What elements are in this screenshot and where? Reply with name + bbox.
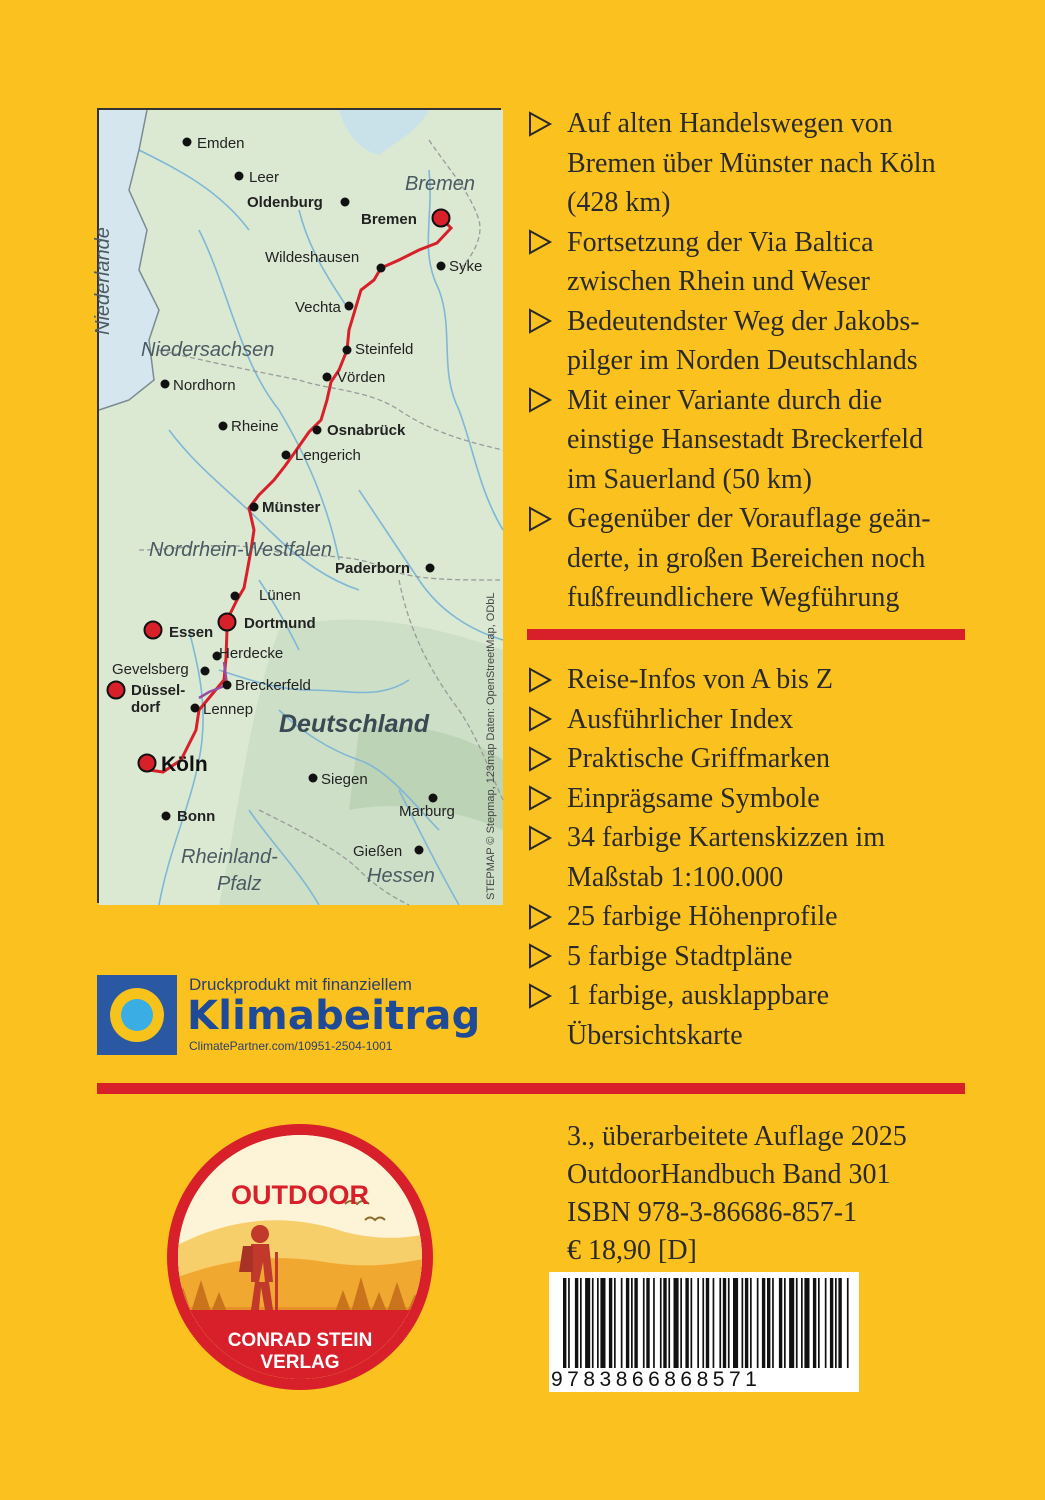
label-nrw: Nordrhein-Westfalen [149,539,333,561]
label-niederlande: Niederlande [92,227,114,335]
label-oldenburg: Oldenburg [247,194,323,211]
label-niedersachsen: Niedersachsen [141,339,275,361]
barcode-bar [772,1278,774,1372]
barcode-bar [660,1278,662,1372]
label-duesseldorf-2: dorf [131,699,161,716]
label-osnabrueck: Osnabrück [327,422,406,439]
barcode-bar [631,1278,633,1372]
label-syke: Syke [449,258,483,275]
badge-outdoor-label: OUTDOOR [231,1180,369,1210]
barcode-bar [702,1278,704,1378]
label-deutschland: Deutschland [279,710,430,738]
contents-text: 34 farbige Kartenskizzen im Maßstab 1:100.000 [567,822,885,893]
contents-text: Praktische Griffmarken [567,743,831,774]
barcode-bar [563,1278,566,1378]
label-hessen: Hessen [367,865,435,887]
triangle-bullet-icon [527,700,567,740]
barcode-bar [830,1278,833,1372]
triangle-bullet-icon [527,660,567,700]
label-emden: Emden [197,135,245,152]
barcode-bar [674,1278,679,1372]
barcode-bar [663,1278,666,1372]
divider-red-2 [97,1083,965,1094]
barcode-bar [789,1278,794,1372]
feature-list [527,104,977,618]
badge-publisher-1: CONRAD STEIN [227,1330,373,1351]
triangle-bullet-icon [527,937,567,977]
barcode-bar [835,1278,837,1372]
barcode-bar [685,1278,688,1372]
barcode-bar [568,1278,570,1378]
contents-text: 25 farbige Höhenprofile [567,901,838,932]
label-vechta: Vechta [295,299,341,316]
barcode-bar [609,1278,612,1372]
triangle-bullet-icon [527,223,567,263]
label-bremen: Bremen [361,211,417,228]
label-herdecke: Herdecke [219,645,284,662]
label-giessen: Gießen [353,843,403,860]
triangle-bullet-icon [527,897,567,937]
contents-item [527,779,977,819]
climate-logo-icon [97,975,177,1055]
label-duesseldorf-1: Düssel- [131,682,186,699]
barcode-bar [723,1278,726,1372]
label-dortmund: Dortmund [244,615,316,632]
barcode-bar [847,1278,849,1378]
label-paderborn: Paderborn [335,560,411,577]
contents-list [527,660,977,1055]
isbn-text: ISBN 978-3-86686-857-1 [567,1197,858,1228]
contents-text: Reise-Infos von A bis Z [567,664,833,695]
contents-item [527,700,977,740]
barcode-bar [585,1278,590,1372]
label-koeln: Köln [161,753,208,776]
barcode-bar [801,1278,803,1372]
barcode-bar [757,1278,759,1372]
barcode-bar [597,1278,599,1372]
label-rheine: Rheine [231,418,279,435]
barcode-bar [813,1278,816,1372]
barcode-bar [691,1278,693,1372]
feature-text: Mit einer Variante durch die einstige Hansestadt Breckerfeld im Sauerland (50 km) [567,384,924,495]
barcode-bar [706,1278,709,1378]
climate-tagline: Druckprodukt mit finanziellem [189,975,412,994]
contents-item [527,976,977,1055]
barcode-bar [825,1278,827,1372]
triangle-bullet-icon [527,779,567,819]
contents-item [527,818,977,897]
label-muenster: Münster [262,499,321,516]
feature-text: Fortsetzung der Via Baltica zwischen Rhein und Weser [567,226,874,297]
contents-item [527,660,977,700]
triangle-bullet-icon [527,104,567,144]
feature-item [527,104,977,223]
contents-text: 1 farbige, ausklappbare Übersichtskarte [567,980,829,1051]
barcode-bar [643,1278,645,1372]
feature-text: Auf alten Handelswegen von Bremen über Münster nach Köln (428 km) [567,108,936,218]
contents-item [527,897,977,937]
feature-item [527,381,977,500]
label-lennep: Lennep [203,701,254,718]
price-text: € 18,90 [D] [567,1235,697,1266]
barcode-bar [600,1278,605,1372]
route-map [92,108,501,903]
barcode-bar [784,1278,786,1372]
label-breckerfeld: Breckerfeld [235,677,311,694]
barcode-bar [697,1278,699,1372]
climate-partner-badge [97,975,507,1055]
triangle-bullet-icon [527,302,567,342]
barcode-bar [719,1278,721,1372]
contents-text: 5 farbige Stadtpläne [567,940,793,972]
barcode-bar [580,1278,582,1372]
book-info [567,1118,907,1270]
barcode-bar [713,1278,715,1372]
barcode-bar [653,1278,655,1372]
label-bonn: Bonn [177,808,216,825]
barcode-bar [796,1278,798,1372]
barcode-bar [779,1278,782,1372]
label-essen: Essen [169,624,214,641]
label-wildeshausen: Wildeshausen [265,249,360,266]
contents-item [527,937,977,977]
barcode-bar [733,1278,738,1372]
barcode-bars [549,1272,859,1372]
label-lengerich: Lengerich [295,447,361,464]
barcode-bar [668,1278,670,1372]
barcode-bar [818,1278,820,1372]
series-text: OutdoorHandbuch Band 301 [567,1159,891,1190]
label-gevelsberg: Gevelsberg [112,661,189,678]
barcode-bar [592,1278,594,1372]
barcode-bar [742,1278,744,1372]
divider-red-1 [527,629,965,640]
label-rlp-1: Rheinland- [181,846,278,868]
contents-item [527,739,977,779]
label-voerden: Vörden [337,369,386,386]
triangle-bullet-icon [527,739,567,779]
label-leer: Leer [249,169,280,186]
contents-text: Ausführlicher Index [567,703,794,735]
label-luenen: Lünen [259,587,301,604]
map-credit: STEPMAP © Stepmap, 123map Daten: OpenStreetMap, ODbL [485,592,497,900]
outdoor-publisher-badge [165,1122,435,1392]
barcode-bar [804,1278,809,1372]
barcode-bar [728,1278,730,1372]
triangle-bullet-icon [527,976,567,1016]
feature-item [527,223,977,302]
triangle-bullet-icon [527,381,567,421]
feature-text: Bedeutendster Weg der Jakobs- pilger im Norden Deutschlands [567,305,920,376]
barcode-bar [750,1278,752,1372]
feature-item [527,302,977,381]
barcode-digits: 9783866868571 [549,1368,859,1392]
feature-item [527,499,977,618]
label-siegen: Siegen [321,771,368,788]
isbn-barcode [549,1272,859,1392]
feature-text: Gegenüber der Vorauflage geän- derte, in großen Bereichen noch fußfreundlichere Wegführung [567,503,931,613]
contents-text: Einprägsame Symbole [567,782,820,814]
barcode-bar [575,1278,578,1372]
barcode-bar [626,1278,629,1372]
triangle-bullet-icon [527,499,567,539]
label-nordhorn: Nordhorn [173,377,236,394]
barcode-bar [680,1278,682,1372]
barcode-bar [838,1278,841,1372]
barcode-bar [745,1278,748,1372]
route-map-svg [92,110,503,905]
label-bremen-state: Bremen [405,173,476,195]
climate-url: ClimatePartner.com/10951-2504-1001 [189,1039,393,1053]
outdoor-badge-svg [165,1122,435,1392]
barcode-bar [646,1278,649,1372]
barcode-bar [767,1278,770,1372]
climate-title: Klimabeitrag [187,993,481,1039]
edition-text: 3., überarbeitete Auflage 2025 [567,1121,907,1152]
badge-publisher-2: VERLAG [260,1352,340,1373]
label-rlp-2: Pfalz [217,873,262,895]
barcode-bar [634,1278,637,1372]
barcode-bar [614,1278,616,1372]
barcode-bar [762,1278,765,1372]
label-steinfeld: Steinfeld [355,341,414,358]
triangle-bullet-icon [527,818,567,858]
barcode-bar [621,1278,623,1372]
label-marburg: Marburg [399,803,455,820]
